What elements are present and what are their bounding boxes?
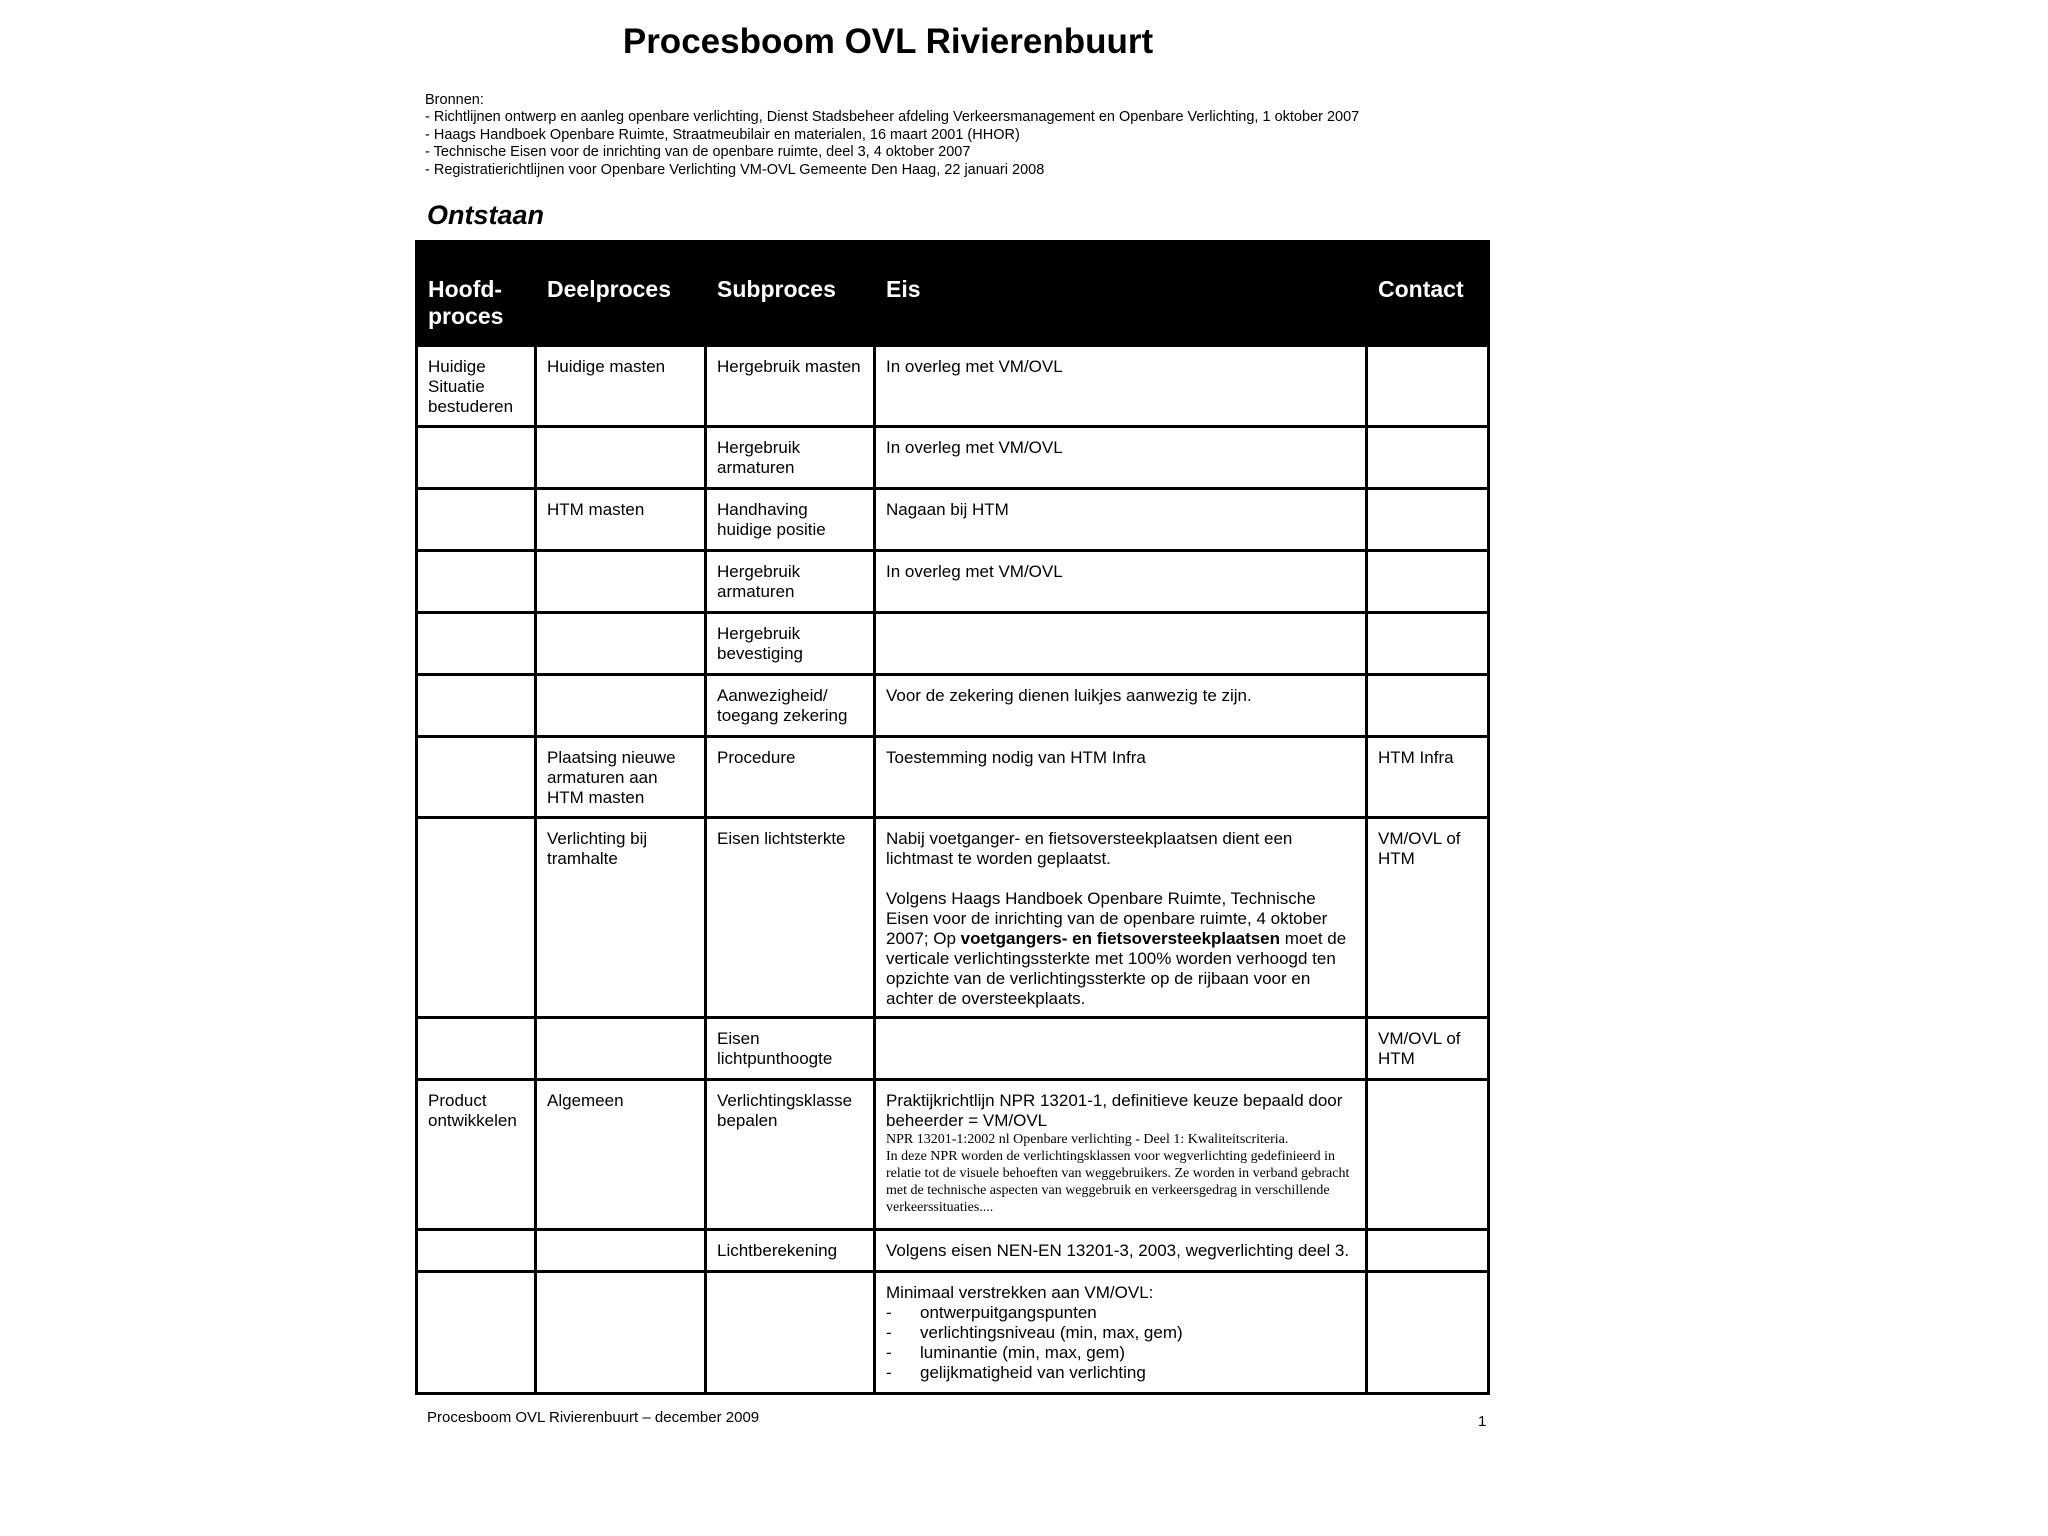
table-row [417,613,1489,675]
cell-hoofdproces [417,1230,536,1272]
cell-eis: In overleg met VM/OVL [875,551,1367,613]
bullet-item [886,1343,1356,1363]
header-subproces: Subproces [706,242,875,346]
cell-subproces: Hergebruik armaturen [706,551,875,613]
eis-reference-text: Volgens Haags Handboek Openbare Ruimte, Technische Eisen voor de inrichting van de openbare ruimte, 4 oktober 2007; Op [886,889,1328,948]
source-line: - Technische Eisen voor de inrichting van de openbare ruimte, deel 3, 4 oktober 2007 [425,144,971,161]
cell-eis: In overleg met VM/OVL [875,346,1367,427]
section-heading: Ontstaan [427,200,545,230]
cell-subproces: Procedure [706,737,875,818]
cell-deelproces [536,1230,706,1272]
eis-note-title: NPR 13201-1:2002 nl Openbare verlichting - Deel 1: Kwaliteitscriteria. [886,1132,1289,1147]
cell-contact: VM/OVL of HTM [1367,1018,1489,1080]
table-row [417,737,1489,818]
table-row [417,346,1489,427]
cell-eis [875,1018,1367,1080]
cell-hoofdproces: Product ontwikkelen [417,1080,536,1230]
cell-deelproces: Plaatsing nieuwe armaturen aan HTM masten [536,737,706,818]
eis-reference-bold: voetgangers- en fietsoversteekplaatsen [960,929,1281,948]
bullet-text: ontwerpuitgangspunten [920,1303,1097,1322]
bullet-marker: - [886,1343,892,1362]
bullet-marker: - [886,1363,892,1382]
cell-deelproces: Verlichting bij tramhalte [536,818,706,1018]
cell-eis: Toestemming nodig van HTM Infra [875,737,1367,818]
cell-contact [1367,1230,1489,1272]
cell-contact [1367,551,1489,613]
cell-eis [875,1272,1367,1394]
table-row [417,1272,1489,1394]
cell-contact: HTM Infra [1367,737,1489,818]
table-row [417,427,1489,489]
table-row [417,489,1489,551]
cell-subproces: Verlichtingsklasse bepalen [706,1080,875,1230]
eis-note-text: In deze NPR worden de verlichtingsklassen voor wegverlichting gedefinieerd in relatie tot de visuele behoeften van weggebruikers. Ze worden in verband gebracht met de technische aspecten van weggebruik en verkeersgedrag in verschillende verkeerssituaties.... [886,1149,1350,1215]
table-row [417,1080,1489,1230]
cell-subproces: Hergebruik armaturen [706,427,875,489]
cell-hoofdproces [417,551,536,613]
cell-contact [1367,427,1489,489]
cell-deelproces: HTM masten [536,489,706,551]
page-number: 1 [1478,1413,1487,1430]
table-row [417,1230,1489,1272]
cell-contact [1367,1272,1489,1394]
bullet-text: luminantie (min, max, gem) [920,1343,1126,1362]
bullet-text: verlichtingsniveau (min, max, gem) [920,1323,1183,1342]
cell-hoofdproces [417,427,536,489]
bullet-item [886,1323,1356,1343]
source-line: - Haags Handboek Openbare Ruimte, Straatmeubilair en materialen, 16 maart 2001 (HHOR) [425,126,1020,143]
cell-hoofdproces [417,1018,536,1080]
header-hoofdproces: Hoofd-proces [417,242,536,346]
table-row [417,1018,1489,1080]
source-line: - Registratierichtlijnen voor Openbare Verlichting VM-OVL Gemeente Den Haag, 22 januari 2008 [425,161,1045,178]
eis-reference-text: moet de verticale verlichtingssterkte met 100% worden verhoogd ten opzichte van de verlichtingssterkte op de rijbaan voor en achter de oversteekplaats. [886,929,1347,1008]
cell-deelproces [536,1272,706,1394]
cell-hoofdproces [417,613,536,675]
process-table [415,240,1490,1395]
eis-reference [886,889,1356,1009]
cell-contact [1367,1080,1489,1230]
cell-eis: Voor de zekering dienen luikjes aanwezig te zijn. [875,675,1367,737]
cell-subproces [706,1272,875,1394]
cell-contact [1367,675,1489,737]
document-title: Procesboom OVL Rivierenbuurt [622,22,1154,61]
eis-text: Praktijkrichtlijn NPR 13201-1, definitieve keuze bepaald door beheerder = VM/OVL [886,1091,1343,1130]
cell-deelproces [536,427,706,489]
cell-contact [1367,489,1489,551]
cell-contact: VM/OVL of HTM [1367,818,1489,1018]
table-row [417,818,1489,1018]
cell-eis: Volgens eisen NEN-EN 13201-3, 2003, wegverlichting deel 3. [875,1230,1367,1272]
cell-deelproces: Algemeen [536,1080,706,1230]
cell-hoofdproces [417,489,536,551]
bullet-text: gelijkmatigheid van verlichting [920,1363,1146,1382]
table-row [417,551,1489,613]
bullet-marker: - [886,1303,892,1322]
cell-hoofdproces [417,818,536,1018]
cell-contact [1367,346,1489,427]
bullet-item [886,1303,1356,1323]
cell-deelproces [536,1018,706,1080]
cell-hoofdproces [417,1272,536,1394]
sources-block [425,92,1359,179]
header-contact: Contact [1367,242,1489,346]
bullet-marker: - [886,1323,892,1342]
cell-subproces: Eisen lichtsterkte [706,818,875,1018]
table-row [417,675,1489,737]
cell-subproces: Eisen lichtpunthoogte [706,1018,875,1080]
cell-deelproces: Huidige masten [536,346,706,427]
cell-deelproces [536,675,706,737]
cell-subproces: Handhaving huidige positie [706,489,875,551]
bullet-item [886,1363,1356,1383]
cell-contact [1367,613,1489,675]
cell-eis [875,1080,1367,1230]
cell-hoofdproces: Huidige Situatie bestuderen [417,346,536,427]
cell-eis: In overleg met VM/OVL [875,427,1367,489]
cell-eis [875,818,1367,1018]
table-header-row [417,242,1489,346]
header-eis: Eis [875,242,1367,346]
cell-deelproces [536,551,706,613]
source-line: - Richtlijnen ontwerp en aanleg openbare verlichting, Dienst Stadsbeheer afdeling Verkeersmanagement en Openbare Verlichting, 1 oktober 2007 [425,109,1360,126]
sources-label: Bronnen: [425,92,484,108]
cell-subproces: Hergebruik masten [706,346,875,427]
eis-text: Minimaal verstrekken aan VM/OVL: [886,1283,1154,1302]
cell-deelproces [536,613,706,675]
cell-subproces: Hergebruik bevestiging [706,613,875,675]
eis-text: Nabij voetganger- en fietsoversteekplaatsen dient een lichtmast te worden geplaatst. [886,829,1293,868]
cell-eis [875,613,1367,675]
cell-hoofdproces [417,737,536,818]
cell-eis: Nagaan bij HTM [875,489,1367,551]
cell-subproces: Lichtberekening [706,1230,875,1272]
footer-text: Procesboom OVL Rivierenbuurt – december 2009 [427,1409,760,1426]
cell-subproces: Aanwezigheid/ toegang zekering [706,675,875,737]
header-deelproces: Deelproces [536,242,706,346]
cell-hoofdproces [417,675,536,737]
